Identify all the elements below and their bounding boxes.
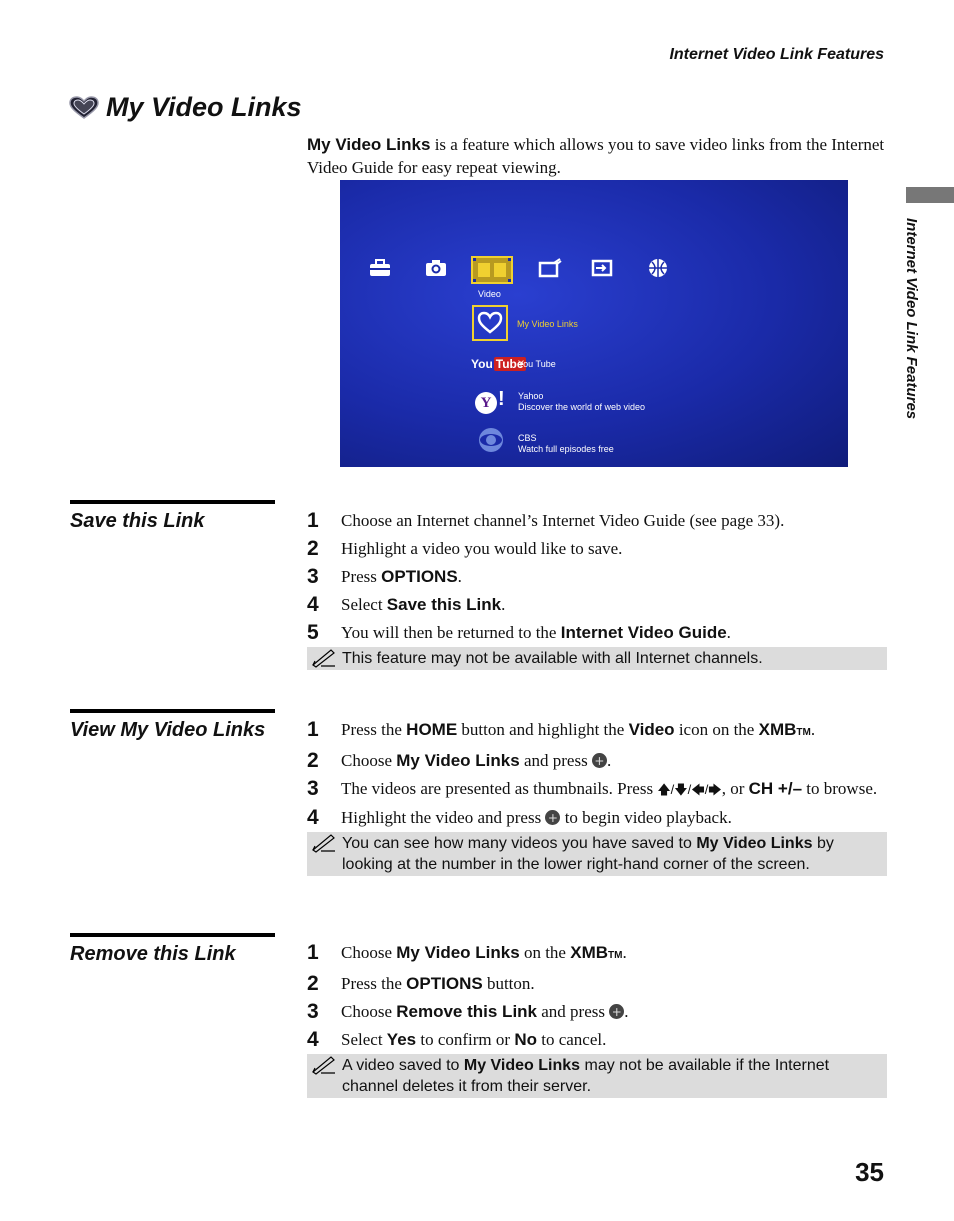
step: 4 Select Save this Link. bbox=[307, 593, 506, 616]
step: 1 Choose My Video Links on the XMBTM. bbox=[307, 941, 627, 964]
note-box: A video saved to My Video Links may not be available if the Internet channel deletes it from their server. bbox=[307, 1054, 887, 1098]
save-steps bbox=[307, 509, 887, 670]
network-icon bbox=[646, 258, 670, 278]
section-view-my-video-links bbox=[70, 709, 275, 742]
category-label: Video bbox=[478, 289, 501, 299]
running-header: Internet Video Link Features bbox=[669, 46, 884, 63]
section-heading: Save this Link bbox=[70, 510, 205, 532]
step: 3 The videos are presented as thumbnails. Press 🡅/🡇/🡄/🡆, or CH +/– to browse. bbox=[307, 777, 878, 800]
menu-item-title: You Tube bbox=[518, 359, 556, 369]
step: 2 Press the OPTIONS button. bbox=[307, 972, 535, 995]
heart-icon bbox=[68, 96, 100, 120]
step: 1 Choose an Internet channel’s Internet Video Guide (see page 33). bbox=[307, 509, 785, 532]
section-heading: Remove this Link bbox=[70, 943, 236, 965]
title-text: My Video Links bbox=[106, 92, 302, 122]
toolbox-icon bbox=[368, 258, 392, 278]
yahoo-logo[interactable]: Y bbox=[475, 392, 497, 414]
menu-item-title: CBS bbox=[518, 433, 537, 443]
intro-paragraph: My Video Links is a feature which allows you to save video links from the Internet Video Guide for easy repeat viewing. bbox=[307, 135, 885, 177]
tv-icon bbox=[538, 258, 562, 278]
camera-icon bbox=[424, 258, 448, 278]
menu-item-title: My Video Links bbox=[517, 319, 578, 329]
film-icon bbox=[470, 255, 514, 285]
step: 4 Select Yes to confirm or No to cancel. bbox=[307, 1028, 607, 1051]
heart-icon bbox=[474, 307, 506, 339]
section-heading: View My Video Links bbox=[70, 719, 266, 741]
step: 5 You will then be returned to the Internet Video Guide. bbox=[307, 621, 731, 644]
menu-item-title: Yahoo bbox=[518, 391, 544, 401]
pencil-note-icon bbox=[311, 833, 337, 853]
arrow-keys-icon: 🡅/🡇/🡄/🡆 bbox=[657, 782, 722, 797]
menu-item-subtitle: Watch full episodes free bbox=[518, 444, 614, 454]
enter-button-icon bbox=[592, 753, 607, 768]
step: 3 Choose Remove this Link and press +. bbox=[307, 1000, 887, 1023]
enter-button-icon bbox=[609, 1004, 624, 1019]
cbs-logo[interactable] bbox=[478, 427, 504, 453]
step: 2 Highlight a video you would like to save. bbox=[307, 537, 623, 560]
step: 4 Highlight the video and press + to begin video playback. bbox=[307, 806, 887, 829]
input-icon bbox=[590, 258, 614, 278]
section-save-this-link bbox=[70, 500, 275, 533]
step: 2 Choose My Video Links and press +. bbox=[307, 749, 887, 772]
step: 3 Press OPTIONS. bbox=[307, 565, 462, 588]
remove-steps bbox=[307, 941, 887, 1098]
pencil-note-icon bbox=[311, 1055, 337, 1075]
youtube-logo[interactable]: You Tube bbox=[471, 357, 524, 371]
side-tab-text: Internet Video Link Features bbox=[903, 218, 920, 420]
yahoo-exclaim: ! bbox=[498, 388, 505, 410]
section-remove-this-link bbox=[70, 933, 275, 966]
note-box: You can see how many videos you have saved to My Video Links by looking at the number in the lower right-hand corner of the screen. bbox=[307, 832, 887, 876]
view-steps bbox=[307, 718, 887, 876]
page-number: 35 bbox=[855, 1157, 884, 1187]
menu-item-subtitle: Discover the world of web video bbox=[518, 402, 646, 412]
note-box: This feature may not be available with all Internet channels. bbox=[307, 647, 887, 670]
section-tab bbox=[906, 187, 954, 203]
xmb-screenshot bbox=[340, 180, 848, 467]
enter-button-icon bbox=[545, 810, 560, 825]
step: 1 Press the HOME button and highlight the Video icon on the XMBTM. bbox=[307, 718, 816, 741]
page-title bbox=[68, 92, 302, 123]
menu-item-my-video-links[interactable] bbox=[472, 305, 508, 341]
pencil-note-icon bbox=[311, 648, 337, 668]
